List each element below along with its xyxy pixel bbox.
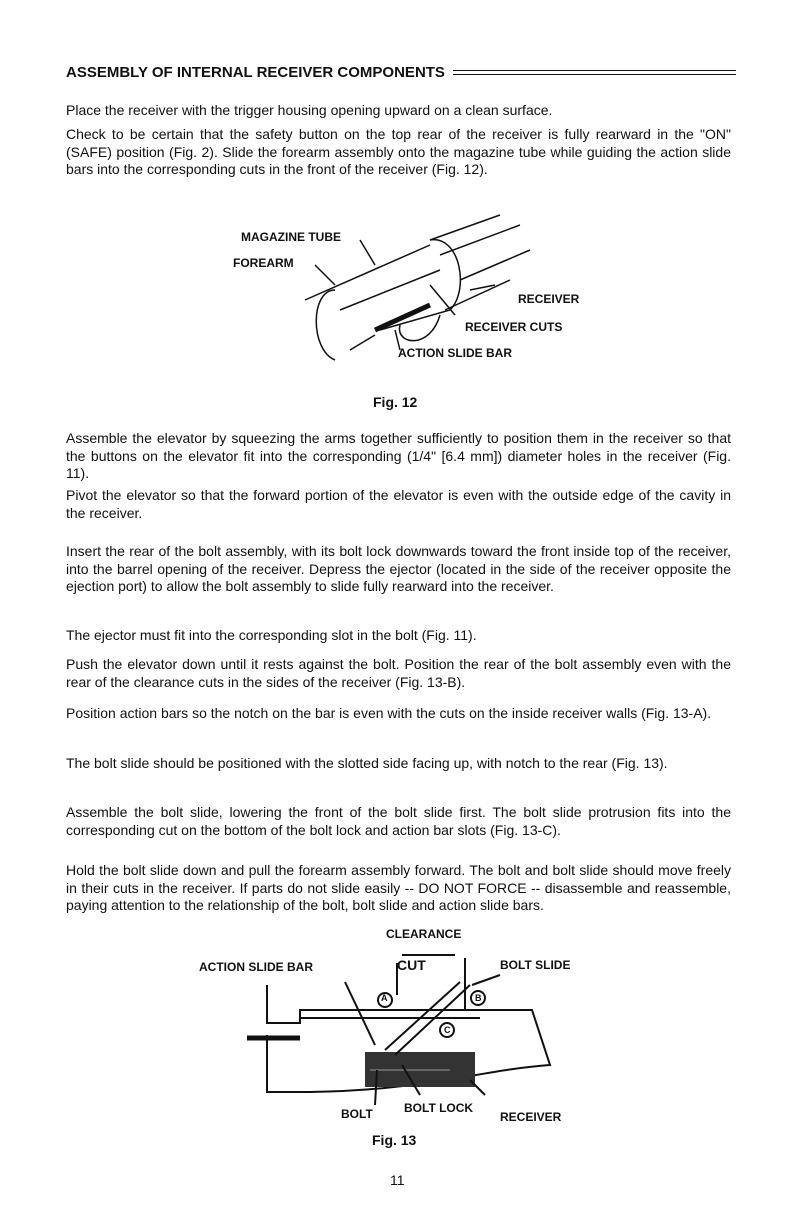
paragraph: Hold the bolt slide down and pull the forearm assembly forward. The bolt and bolt slide should move freely in their cuts in the receiver. If parts do not slide easily -- DO NOT FORCE -- disassemble and reassemble, paying attention to the relationship of the bolt, bolt slide and action slide bars.: [66, 862, 731, 913]
label-action-slide-bar: ACTION SLIDE BAR: [398, 346, 512, 360]
label-bolt-lock: BOLT LOCK: [404, 1101, 474, 1115]
section-heading: [66, 64, 736, 81]
label-cut: CUT: [397, 957, 426, 973]
label-bolt-slide: BOLT SLIDE: [500, 958, 571, 972]
fig13-illustration: [180, 920, 620, 1120]
paragraph: The bolt slide should be positioned with the slotted side facing up, with notch to the rear (Fig. 13).: [66, 755, 668, 771]
paragraph: Assemble the bolt slide, lowering the front of the bolt slide first. The bolt slide protrusion fits into the corresponding cut on the bottom of the bolt lock and action bar slots (Fig. 13-C).: [66, 804, 731, 838]
paragraph: The ejector must fit into the corresponding slot in the bolt (Fig. 11).: [66, 627, 477, 643]
paragraph: Position action bars so the notch on the bar is even with the cuts on the inside receiver walls (Fig. 13-A).: [66, 705, 712, 721]
label-action-slide-bar: ACTION SLIDE BAR: [199, 960, 313, 974]
label-clearance: CLEARANCE: [386, 927, 462, 941]
paragraph: Push the elevator down until it rests against the bolt. Position the rear of the bolt assembly even with the rear of the clearance cuts in the sides of the receiver (Fig. 13-B).: [66, 656, 731, 690]
fig12-caption: Fig. 12: [373, 394, 418, 410]
marker-b: B: [475, 993, 482, 1003]
paragraph: Pivot the elevator so that the forward portion of the elevator is even with the outside edge of the cavity in the receiver.: [66, 487, 731, 521]
label-receiver: RECEIVER: [500, 1110, 562, 1124]
fig13-caption: Fig. 13: [372, 1132, 417, 1148]
label-receiver-cuts: RECEIVER CUTS: [465, 320, 563, 334]
marker-c: C: [444, 1025, 451, 1035]
paragraph: Assemble the elevator by squeezing the arms together sufficiently to position them in the receiver so that the buttons on the elevator fit into the corresponding (1/4" [6.4 mm]) diameter holes in the receiver (Fig. 11).: [66, 430, 731, 481]
paragraph: Check to be certain that the safety button on the top rear of the receiver is fully rearward in the "ON" (SAFE) position (Fig. 2). Slide the forearm assembly onto the magazine tube while guiding the action slide bars into the corresponding cuts in the front of the receiver (Fig. 12).: [66, 126, 731, 177]
label-bolt: BOLT: [341, 1107, 373, 1121]
page-number: 11: [390, 1172, 405, 1188]
marker-a: A: [381, 993, 388, 1003]
paragraph: Insert the rear of the bolt assembly, with its bolt lock downwards toward the front inside top of the receiver, into the barrel opening of the receiver. Depress the ejector (located in the side of the receiver opposite the ejection port) to allow the bolt assembly to slide fully rearward into the receiver.: [66, 543, 731, 594]
heading-text: ASSEMBLY OF INTERNAL RECEIVER COMPONENTS: [66, 64, 445, 81]
label-receiver: RECEIVER: [518, 292, 580, 306]
heading-rule: [453, 70, 736, 75]
paragraph: Place the receiver with the trigger housing opening upward on a clean surface.: [66, 102, 553, 118]
label-forearm: FOREARM: [233, 256, 294, 270]
label-magazine-tube: MAGAZINE TUBE: [241, 230, 341, 244]
